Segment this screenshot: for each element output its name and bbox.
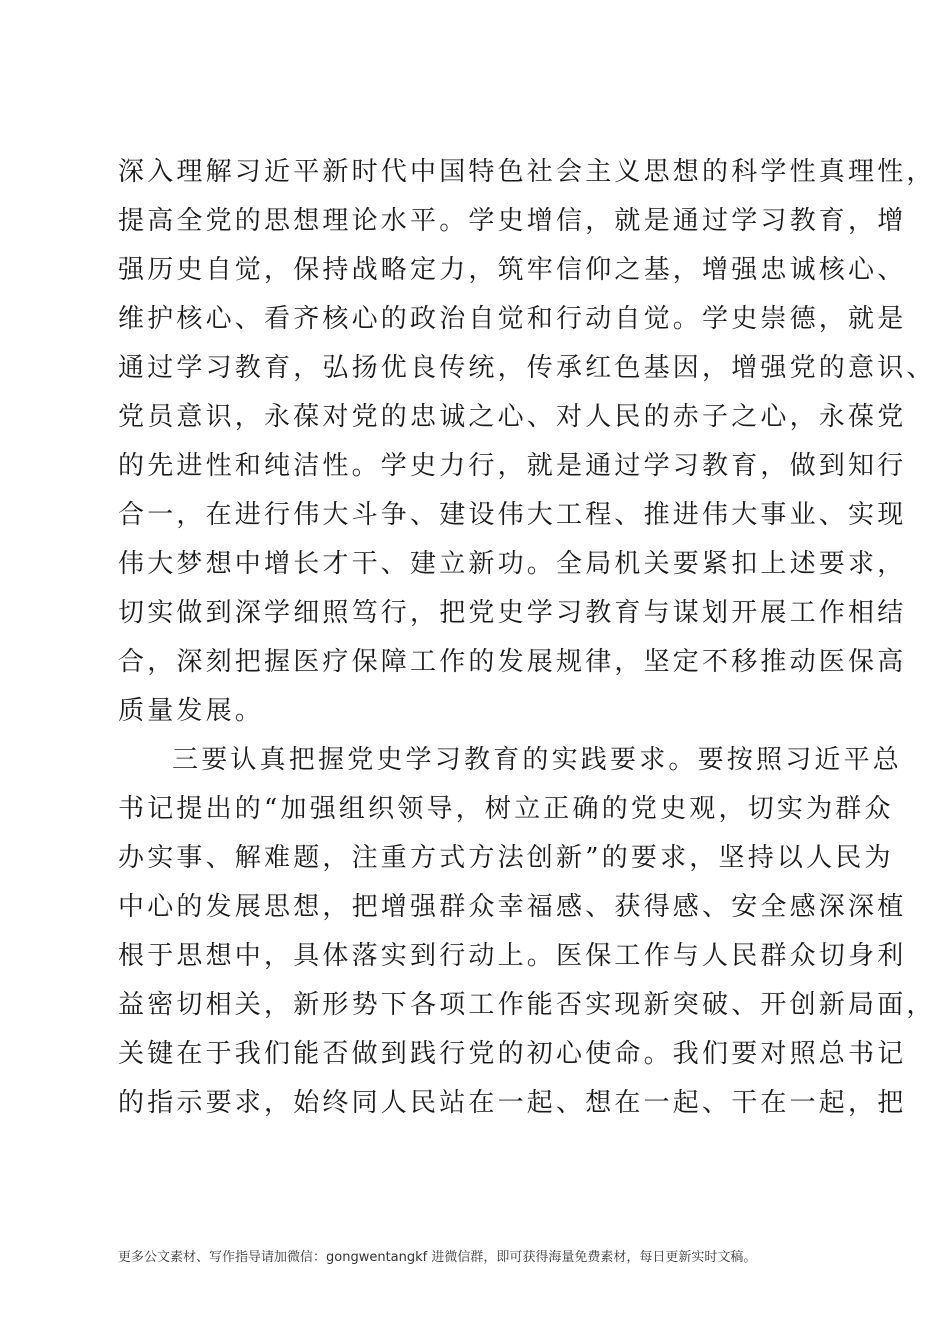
text-line: 伟大梦想中增长才干、建立新功。全局机关要紧扣上述要求，: [118, 549, 907, 579]
text-line: 根于思想中，具体落实到行动上。医保工作与人民群众切身利: [118, 941, 907, 971]
text-line: 书记提出的“加强组织领导，树立正确的党史观，切实为群众: [118, 794, 894, 824]
footer-note: 更多公文素材、写作指导请加微信：gongwentangkf 进微信群，即可获得海量免费素材，每日更新实时文稿。: [118, 1250, 757, 1265]
text-line: 合，深刻把握医疗保障工作的发展规律，坚定不移推动医保高: [118, 647, 907, 677]
text-line: 的先进性和纯洁性。学史力行，就是通过学习教育，做到知行: [118, 451, 907, 481]
text-line: 合一，在进行伟大斗争、建设伟大工程、推进伟大事业、实现: [118, 500, 907, 530]
text-line: 切实做到深学细照笃行，把党史学习教育与谋划开展工作相结: [118, 598, 907, 628]
body-text: [118, 148, 936, 1128]
text-line: 质量发展。: [118, 696, 265, 726]
paragraph-start-line: 三要认真把握党史学习教育的实践要求。要按照习近平总: [172, 745, 903, 775]
text-line: 党员意识，永葆对党的忠诚之心、对人民的赤子之心，永葆党: [118, 402, 907, 432]
text-line: 提高全党的思想理论水平。学史增信，就是通过学习教育，增: [118, 206, 907, 236]
text-line: 的指示要求，始终同人民站在一起、想在一起、干在一起，把: [118, 1088, 907, 1118]
text-line: 中心的发展思想，把增强群众幸福感、获得感、安全感深深植: [118, 892, 907, 922]
text-line: 益密切相关，新形势下各项工作能否实现新突破、开创新局面，: [118, 990, 936, 1020]
text-line: 强历史自觉，保持战略定力，筑牢信仰之基，增强忠诚核心、: [118, 255, 907, 285]
text-line: 深入理解习近平新时代中国特色社会主义思想的科学性真理性，: [118, 157, 936, 187]
text-line: 通过学习教育，弘扬优良传统，传承红色基因，增强党的意识、: [118, 353, 936, 383]
text-line: 关键在于我们能否做到践行党的初心使命。我们要对照总书记: [118, 1039, 907, 1069]
text-line: 维护核心、看齐核心的政治自觉和行动自觉。学史崇德，就是: [118, 304, 907, 334]
text-line: 办实事、解难题，注重方式方法创新”的要求，坚持以人民为: [118, 843, 894, 873]
